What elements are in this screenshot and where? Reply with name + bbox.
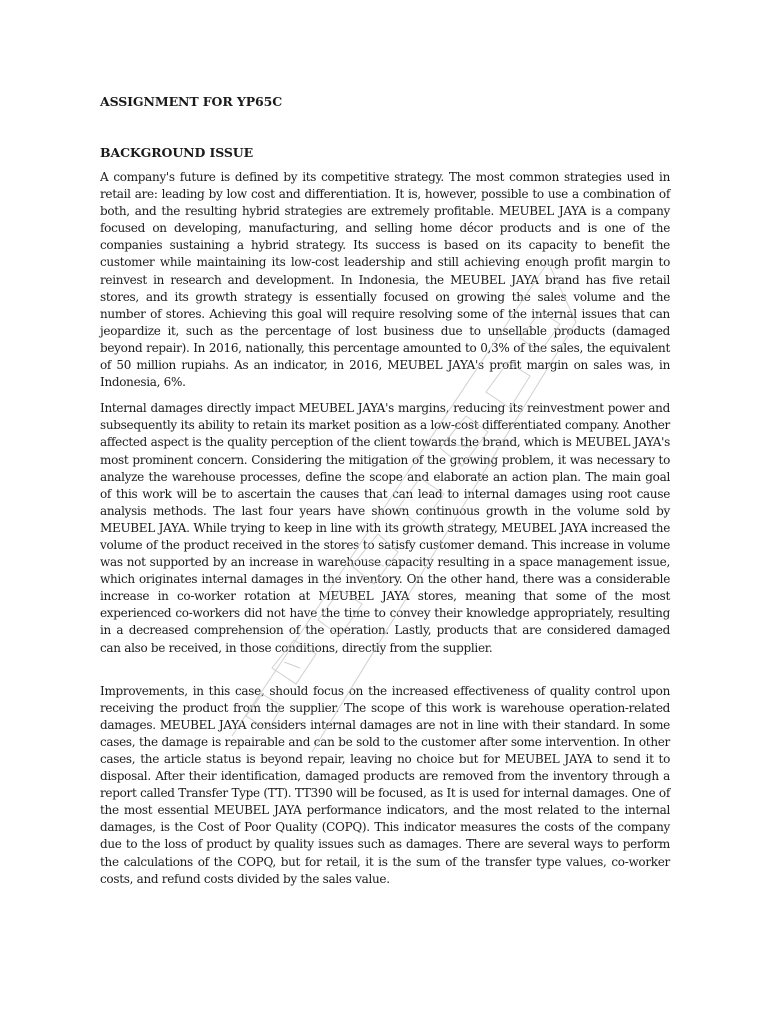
- paragraph-3: Improvements, in this case, should focus on the increased effectiveness of quality control upon receiving the product from the supplier. The scope of this work is warehouse operation-related damages. MEUBEL JAYA considers internal damages are not in line with their standard. In some cases, the damage is repairable and can be sold to the customer after some intervention. In other cases, the article status is beyond repair, leaving no choice but for MEUBEL JAYA to send it to disposal. After their identification, damaged products are removed from the inventory through a report called Transfer Type (TT). TT390 will be focused, as It is used for internal damages. One of the most essential MEUBEL JAYA performance indicators, and the most related to the internal damages, is the Cost of Poor Quality (COPQ). This indicator measures the costs of the company due to the loss of product by quality issues such as damages. There are several ways to perform the calculations of the COPQ, but for retail, it is the sum of the transfer type values, co-worker costs, and refund costs divided by the sales value.: [100, 683, 670, 886]
- document-title: ASSIGNMENT FOR YP65C: [100, 94, 283, 109]
- document-body: [100, 94, 670, 897]
- paragraph-1: A company's future is defined by its competitive strategy. The most common strategies used in retail are: leading by low cost and differentiation. It is, however, possible to use a combination of both, and the resulting hybrid strategies are extremely profitable. MEUBEL JAYA is a company focused on developing, manufacturing, and selling home décor products and is one of the companies sustaining a hybrid strategy. Its success is based on its capacity to benefit the customer while maintaining its low-cost leadership and still achieving enough profit margin to reinvest in research and development. In Indonesia, the MEUBEL JAYA brand has five retail stores, and its growth strategy is essentially focused on growing the sales volume and the number of stores. Achieving this goal will require resolving some of the internal issues that can jeopardize it, such as the percentage of lost business due to unsellable products (damaged beyond repair). In 2016, nationally, this percentage amounted to 0,3% of the sales, the equivalent of 50 million rupiahs. As an indicator, in 2016, MEUBEL JAYA's profit margin on sales was, in Indonesia, 6%.: [100, 170, 670, 390]
- section-heading: BACKGROUND ISSUE: [100, 145, 254, 160]
- paragraph-2: Internal damages directly impact MEUBEL JAYA's margins, reducing its reinvestment power and subsequently its ability to retain its market position as a low-cost differentiated company. Another affected aspect is the quality perception of the client towards the brand, which is MEUBEL JAYA's most prominent concern. Considering the mitigation of the growing problem, it was necessary to analyze the warehouse processes, define the scope and elaborate an action plan. The main goal of this work will be to ascertain the causes that can lead to internal damages using root cause analysis methods. The last four years have shown continuous growth in the volume sold by MEUBEL JAYA. While trying to keep in line with its growth strategy, MEUBEL JAYA increased the volume of the product received in the stores to satisfy customer demand. This increase in volume was not supported by an increase in warehouse capacity resulting in a space management issue, which originates internal damages in the inventory. On the other hand, there was a considerable increase in co-worker rotation at MEUBEL JAYA stores, meaning that some of the most experienced co-workers did not have the time to convey their knowledge appropriately, resulting in a decreased comprehension of the operation. Lastly, products that are considered damaged can also be received, in those conditions, directly from the supplier.: [100, 401, 670, 655]
